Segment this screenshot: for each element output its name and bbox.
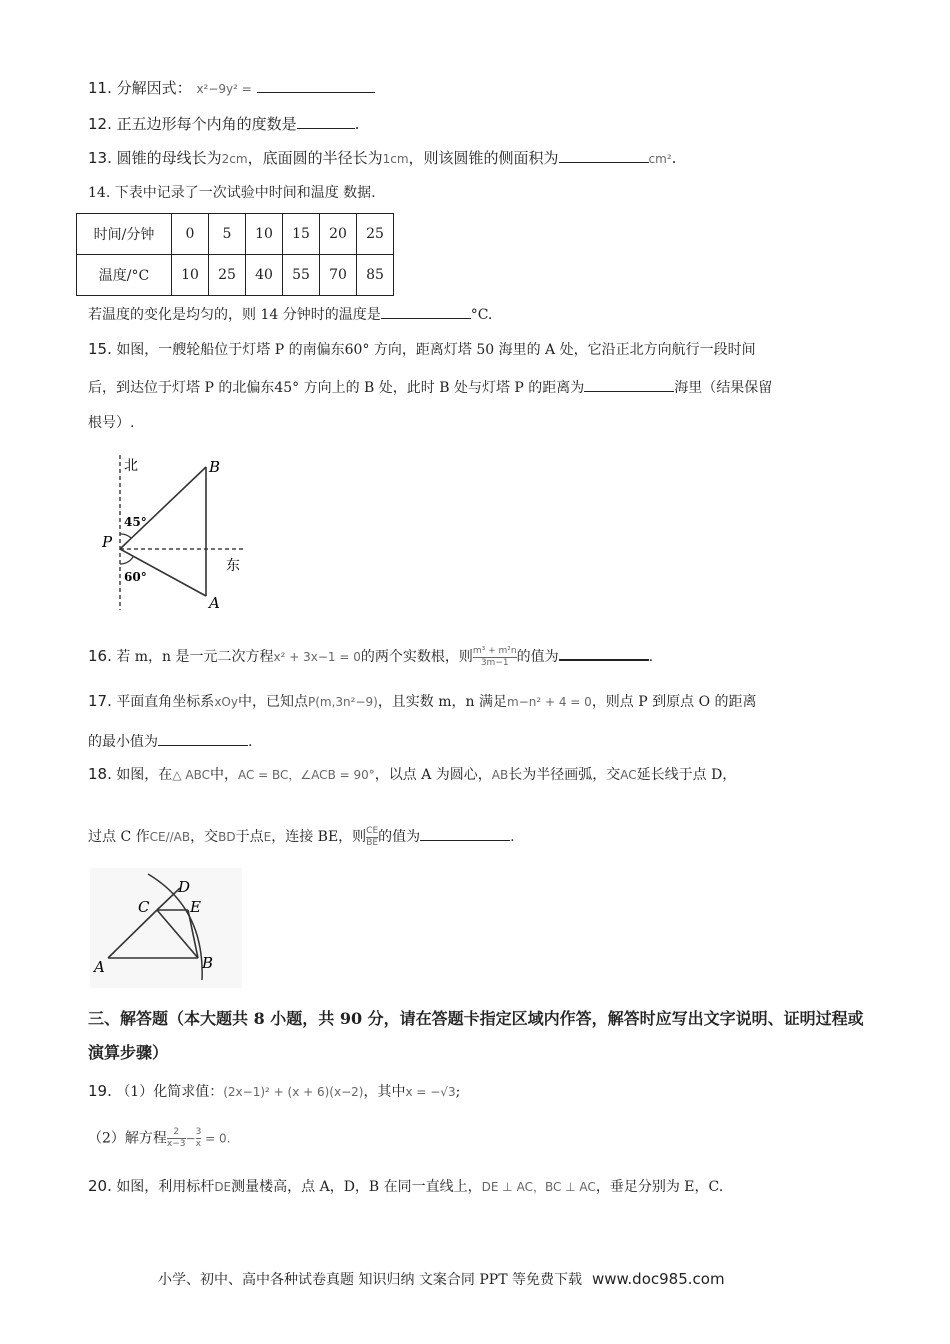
answer-blank[interactable]: [559, 146, 649, 163]
point-D-label: D: [178, 878, 191, 896]
point-P-label: P: [102, 533, 113, 551]
question-15-line-1: 15. 如图，一艘轮船位于灯塔 P 的南偏东60° 方向，距离灯塔 50 海里的 A 处，它沿正北方向航行一段时间: [88, 340, 756, 358]
lighthouse-figure: [90, 450, 260, 615]
angle-45-arc: [120, 534, 131, 538]
fraction-CE-BE: $\frac{CE}{BE}$: [366, 825, 379, 848]
answer-blank[interactable]: [257, 76, 375, 93]
fraction-3-over-x: $\frac{3}{x}$: [195, 1127, 202, 1149]
east-label: 东: [226, 558, 240, 574]
fraction-2-over-x-3: $\frac{2}{x-3}$: [166, 1127, 186, 1149]
arc-triangle-figure: [90, 868, 242, 988]
angle-45-label: 45°: [124, 515, 147, 529]
question-18-line-2: 过点 C 作CE//AB，交BD于点E，连接 BE，则 $\frac{CE}{BE}$ 的值为 .: [88, 825, 515, 848]
page-footer: 小学、初中、高中各种试卷真题 知识归纳 文案合同 PPT 等免费下载 www.doc985.com: [158, 1270, 725, 1288]
question-13: 13. 圆锥的母线长为2cm，底面圆的半径长为1cm，则该圆锥的侧面积为 cm².: [88, 146, 676, 170]
question-17-line-2: 的最小值为 .: [88, 729, 252, 753]
answer-blank[interactable]: [381, 302, 471, 319]
answer-blank[interactable]: [559, 643, 649, 661]
point-B-label: B: [209, 458, 221, 476]
question-15-line-2: 后，到达位于灯塔 P 的北偏东45° 方向上的 B 处，此时 B 处与灯塔 P 的距离为 海里（结果保留: [88, 375, 772, 399]
footer-link[interactable]: www.doc985.com: [591, 1270, 725, 1288]
question-19-part-1: 19. （1）化简求值：(2x−1)² + (x + 6)(x−2)，其中x = −√3;: [88, 1082, 461, 1100]
question-16: 16. 若 m，n 是一元二次方程x² + 3x−1 = 0的两个实数根，则 $\frac{\text{m³ + m²n}}{3m-1}$ 的值为 .: [88, 643, 653, 669]
question-19-part-2: （2）解方程 $\frac{2}{x-3}$ − $\frac{3}{x}$ = 0.: [88, 1127, 231, 1149]
point-C-label: C: [138, 898, 150, 916]
table-row: 时间/分钟 0 5 10 15 20 25: [77, 214, 394, 255]
point-B-label: B: [202, 954, 214, 972]
segment-PB: [120, 467, 206, 549]
question-18-line-1: 18. 如图，在△ ABC中，AC = BC，∠ACB = 90°，以点 A 为圆心，AB长为半径画弧，交AC延长线于点 D，: [88, 765, 737, 783]
question-17-line-1: 17. 平面直角坐标系xOy中，已知点P(m,3n²−9)，且实数 m，n 满足m−n² + 4 = 0，则点 P 到原点 O 的距离: [88, 692, 757, 710]
question-14: 14. 下表中记录了一次试验中时间和温度 数据.: [88, 185, 376, 201]
table-row: 温度/°C 10 25 40 55 70 85: [77, 255, 394, 296]
fraction-expression: $\frac{\text{m³ + m²n}}{3m-1}$: [472, 645, 517, 668]
question-15-line-3: 根号）.: [88, 415, 135, 431]
angle-60-arc: [120, 557, 133, 564]
point-A-label: A: [209, 594, 220, 612]
question-12: 12. 正五边形每个内角的度数是 .: [88, 112, 359, 135]
answer-blank[interactable]: [158, 729, 248, 746]
answer-blank[interactable]: [420, 824, 510, 841]
north-label: 北: [124, 458, 138, 474]
question-11: 11. 分解因式： x²−9y² =: [88, 76, 375, 100]
angle-60-label: 60°: [124, 570, 147, 584]
point-A-label: A: [94, 958, 105, 976]
point-E-label: E: [190, 898, 201, 916]
question-14-condition: 若温度的变化是均匀的，则 14 分钟时的温度是 °C.: [88, 302, 492, 326]
answer-blank[interactable]: [584, 375, 674, 392]
section-3-heading: 三、解答题（本大题共 8 小题，共 90 分，请在答题卡指定区域内作答，解答时应写出文字说明、证明过程或演算步骤）: [88, 1009, 864, 1062]
time-temperature-table: [76, 213, 394, 296]
question-20: 20. 如图，利用标杆DE测量楼高，点 A，D，B 在同一直线上，DE ⊥ AC，BC ⊥ AC，垂足分别为 E，C.: [88, 1177, 724, 1195]
answer-blank[interactable]: [297, 112, 355, 129]
